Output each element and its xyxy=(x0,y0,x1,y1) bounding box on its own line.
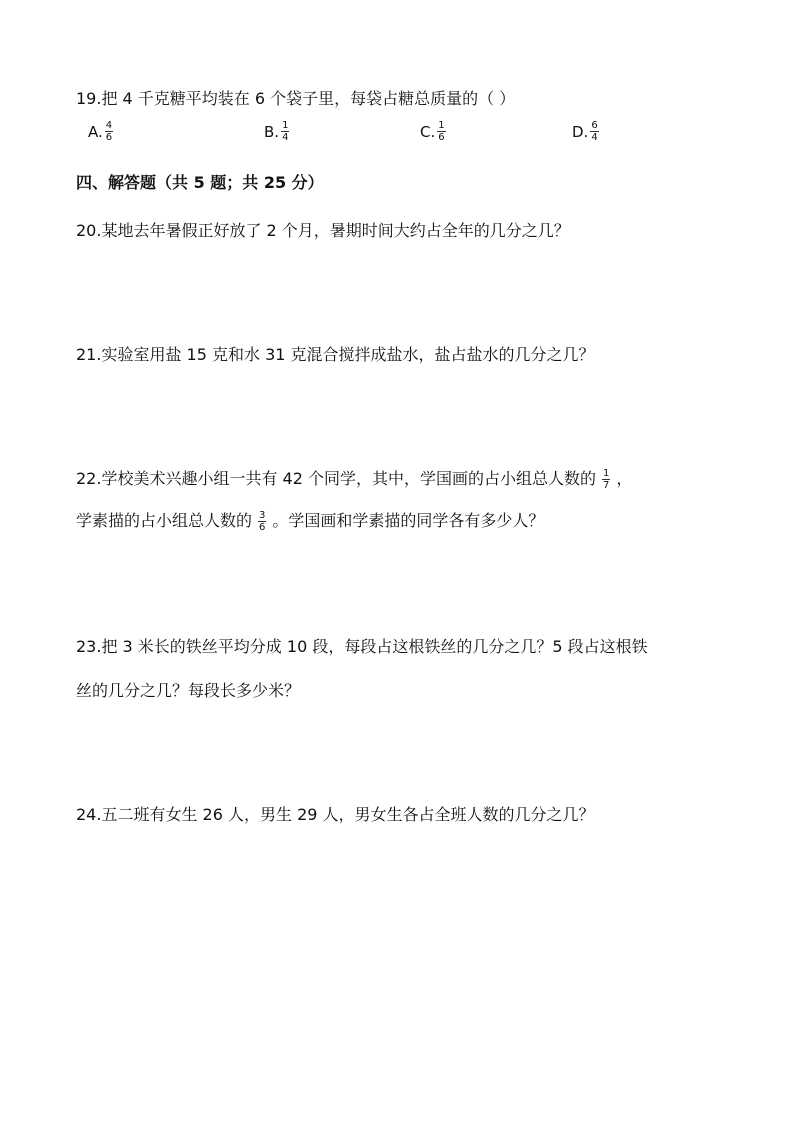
denominator: 6 xyxy=(438,132,445,143)
option-c xyxy=(420,120,446,143)
option-label: D. xyxy=(572,122,589,141)
denominator: 6 xyxy=(105,132,113,143)
option-fraction xyxy=(590,120,598,143)
numerator: 6 xyxy=(591,120,598,131)
option-label: C. xyxy=(420,122,436,141)
option-b xyxy=(264,120,289,143)
question-20: 20.某地去年暑假正好放了 2 个月，暑期时间大约占全年的几分之几？ xyxy=(76,221,570,240)
denominator: 4 xyxy=(282,132,289,143)
option-d xyxy=(572,120,599,143)
numerator: 3 xyxy=(259,510,266,521)
option-a xyxy=(88,120,113,143)
denominator: 4 xyxy=(591,132,598,143)
option-label: B. xyxy=(264,122,280,141)
denominator: 6 xyxy=(259,522,266,533)
numerator: 1 xyxy=(282,120,289,131)
question-22-line-2 xyxy=(76,508,544,533)
numerator: 1 xyxy=(438,120,445,131)
option-fraction xyxy=(105,120,113,143)
question-23-line-2: 丝的几分之几？每段长多少米？ xyxy=(76,681,301,700)
question-19: 19.把 4 千克糖平均装在 6 个袋子里，每袋占糖总质量的（ ） xyxy=(76,89,516,108)
option-label: A. xyxy=(88,122,103,141)
question-24: 24.五二班有女生 26 人，男生 29 人，男女生各占全班人数的几分之几？ xyxy=(76,805,595,824)
fraction-three-sixths xyxy=(258,510,266,533)
question-22-text: 学素描的占小组总人数的 xyxy=(76,511,253,530)
question-23-line-1: 23.把 3 米长的铁丝平均分成 10 段，每段占这根铁丝的几分之几？5 段占这根铁 xyxy=(76,637,648,656)
question-22-text: 。学国画和学素描的同学各有多少人？ xyxy=(272,511,545,530)
option-fraction xyxy=(437,120,445,143)
numerator: 4 xyxy=(105,120,113,131)
option-fraction xyxy=(281,120,289,143)
question-22-line-1 xyxy=(76,466,632,491)
denominator: 7 xyxy=(602,480,610,491)
question-22-text: 22.学校美术兴趣小组一共有 42 个同学，其中，学国画的占小组总人数的 xyxy=(76,469,596,488)
section-heading: 四、解答题（共 5 题；共 25 分） xyxy=(76,173,324,192)
numerator: 1 xyxy=(602,468,610,479)
fraction-one-seventh xyxy=(602,468,610,491)
question-22-comma: ， xyxy=(616,469,633,488)
question-21: 21.实验室用盐 15 克和水 31 克混合搅拌成盐水，盐占盐水的几分之几？ xyxy=(76,345,595,364)
